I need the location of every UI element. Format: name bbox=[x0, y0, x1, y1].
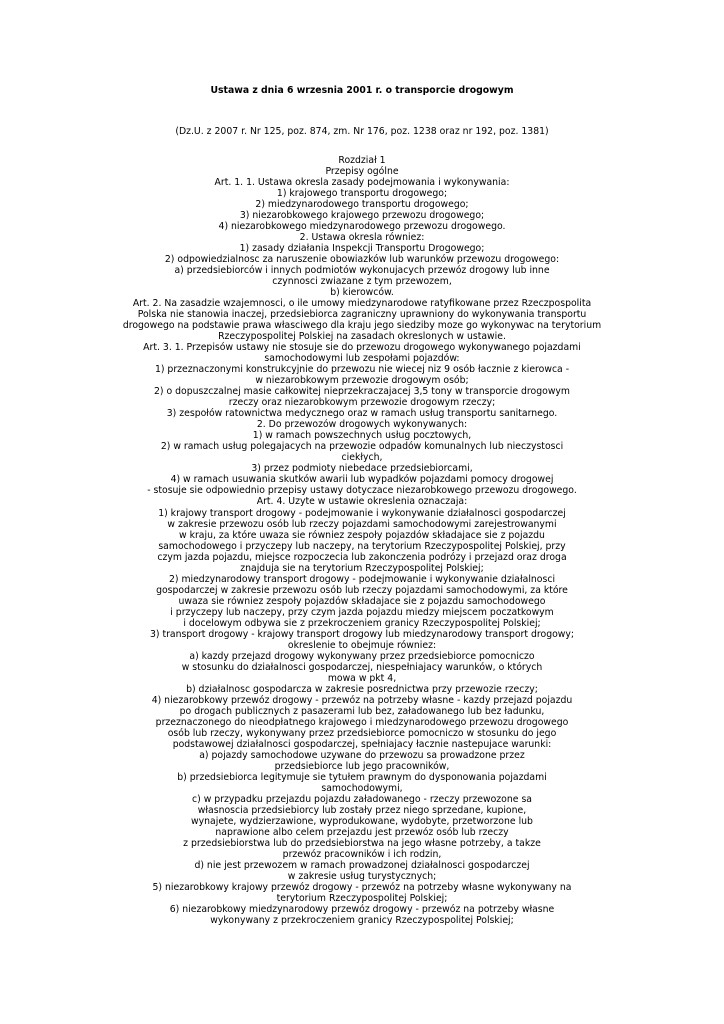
document-line: drogowego na podstawie prawa własciwego dla kraju jego siedziby moze go wykonywac na terytorium bbox=[122, 320, 602, 332]
document-line: 3) zespołów ratownictwa medycznego oraz w ramach usług transportu sanitarnego. bbox=[166, 408, 558, 420]
document-body bbox=[0, 155, 724, 926]
document-line: 3) niezarobkowego krajowego przewozu drogowego; bbox=[239, 210, 485, 222]
document-line: przewóz pracowników i ich rodzin, bbox=[282, 848, 442, 860]
document-line: 1) krajowego transportu drogowego; bbox=[276, 188, 448, 200]
document-line: 2. Do przewozów drogowych wykonywanych: bbox=[256, 419, 468, 431]
document-line: rzeczy oraz niezarobkowym przewozie drogowym rzeczy; bbox=[228, 397, 496, 409]
document-line: a) kazdy przejazd drogowy wykonywany przez przedsiebiorce pomocniczo bbox=[189, 650, 535, 662]
document-line: samochodowymi, bbox=[321, 782, 403, 794]
document-line: z przedsiebiorstwa lub do przedsiebiorstwa na jego własne potrzeby, a takze bbox=[183, 837, 541, 849]
document-line: znajduja sie na terytorium Rzeczypospolitej Polskiej; bbox=[240, 562, 484, 574]
document-line: - stosuje sie odpowiednio przepisy ustawy dotyczace niezarobkowego przewozu drogowego. bbox=[147, 485, 577, 497]
document-line: Art. 3. 1. Przepisów ustawy nie stosuje sie do przewozu drogowego wykonywanego pojazdami bbox=[143, 342, 581, 354]
document-line: czym jazda pojazdu, miejsce rozpoczecia lub zakonczenia podrózy i przejazd oraz droga bbox=[157, 551, 567, 563]
document-line: b) przedsiebiorca legitymuje sie tytułem prawnym do dysponowania pojazdami bbox=[177, 771, 547, 783]
document-line: po drogach publicznych z pasazerami lub bez, załadowanego lub bez ładunku, bbox=[179, 705, 545, 717]
document-line: w niezarobkowym przewozie drogowym osób; bbox=[255, 375, 469, 387]
document-line: a) przedsiebiorców i innych podmiotów wykonujacych przewóz drogowy lub inne bbox=[174, 265, 550, 277]
document-line: mowa w pkt 4, bbox=[327, 672, 397, 684]
document-line: 2) w ramach usług polegajacych na przewozie odpadów komunalnych lub nieczystosci bbox=[160, 441, 564, 453]
document-line: 2. Ustawa okresla równiez: bbox=[299, 232, 425, 244]
document-line: uwaza sie równiez zespoły pojazdów składajace sie z pojazdu samochodowego bbox=[178, 595, 546, 607]
document-line: 2) miedzynarodowego transportu drogowego; bbox=[255, 199, 469, 211]
document-line: w kraju, za które uwaza sie równiez zespoły pojazdów składajace sie z pojazdu bbox=[179, 529, 545, 541]
document-line: Art. 2. Na zasadzie wzajemnosci, o ile umowy miedzynarodowe ratyfikowane przez Rzeczpospolita bbox=[132, 298, 592, 310]
document-line: Przepisy ogólne bbox=[325, 166, 399, 178]
document-line: ciekłych, bbox=[341, 452, 383, 464]
document-line: osób lub rzeczy, wykonywany przez przedsiebiorce pomocniczo w stosunku do jego bbox=[167, 727, 557, 739]
document-line: w zakresie usług turystycznych; bbox=[287, 871, 437, 883]
document-line: 3) transport drogowy - krajowy transport drogowy lub miedzynarodowy transport drogowy; bbox=[149, 628, 575, 640]
document-title: Ustawa z dnia 6 wrzesnia 2001 r. o transporcie drogowym bbox=[210, 85, 514, 96]
document-line: 4) niezarobkowy przewóz drogowy - przewóz na potrzeby własne - kazdy przejazd pojazdu bbox=[151, 694, 573, 706]
document-line: okreslenie to obejmuje równiez: bbox=[287, 639, 437, 651]
document-line: i docelowym odbywa sie z przekroczeniem granicy Rzeczypospolitej Polskiej; bbox=[183, 617, 541, 629]
document-line: b) kierowców. bbox=[330, 287, 394, 299]
document-line: podstawowej działalnosci gospodarczej, spełniajacy łacznie nastepujace warunki: bbox=[172, 738, 552, 750]
document-line: w zakresie przewozu osób lub rzeczy pojazdami samochodowymi zarejestrowanymi bbox=[167, 518, 557, 530]
document-line: w stosunku do działalnosci gospodarczej, niespełniajacy warunków, o których bbox=[181, 661, 543, 673]
document-line: 1) w ramach powszechnych usług pocztowych, bbox=[252, 430, 472, 442]
document-line: 5) niezarobkowy krajowy przewóz drogowy - przewóz na potrzeby własne wykonywany na bbox=[152, 882, 572, 894]
document-line: c) w przypadku przejazdu pojazdu załadowanego - rzeczy przewozone sa bbox=[192, 793, 532, 805]
document-line: i przyczepy lub naczepy, przy czym jazda pojazdu miedzy miejscem poczatkowym bbox=[170, 606, 554, 618]
document-line: przeznaczonego do nieodpłatnego krajowego i miedzynarodowego przewozu drogowego bbox=[155, 716, 569, 728]
document-line: 2) miedzynarodowy transport drogowy - podejmowanie i wykonywanie działalnosci bbox=[168, 573, 556, 585]
document-line: gospodarczej w zakresie przewozu osób lub rzeczy pojazdami samochodowymi, za które bbox=[156, 584, 568, 596]
document-line: 2) odpowiedzialnosc za naruszenie obowiazków lub warunków przewozu drogowego: bbox=[164, 254, 560, 266]
document-line: własnoscia przedsiebiorcy lub zostały przez niego sprzedane, kupione, bbox=[197, 804, 527, 816]
document-line: 6) niezarobkowy miedzynarodowy przewóz drogowy - przewóz na potrzeby własne bbox=[169, 904, 555, 916]
document-line: terytorium Rzeczypospolitej Polskiej; bbox=[276, 893, 448, 905]
document-line: 4) w ramach usuwania skutków awarii lub wypadków pojazdami pomocy drogowej bbox=[170, 474, 554, 486]
document-line: wynajete, wydzierzawione, wyprodukowane, wydobyte, przetworzone lub bbox=[191, 815, 533, 827]
document-line: 3) przez podmioty niebedace przedsiebiorcami, bbox=[251, 463, 473, 475]
document-line: przedsiebiorce lub jego pracowników, bbox=[274, 760, 450, 772]
document-line: naprawione albo celem przejazdu jest przewóz osób lub rzeczy bbox=[215, 826, 509, 838]
document-line: 1) zasady działania Inspekcji Transportu Drogowego; bbox=[239, 243, 485, 255]
document-line: Rzeczypospolitej Polskiej na zasadach okreslonych w ustawie. bbox=[218, 331, 506, 343]
document-line: Art. 1. 1. Ustawa okresla zasady podejmowania i wykonywania: bbox=[214, 177, 510, 189]
document-line: Art. 4. Uzyte w ustawie okreslenia oznaczaja: bbox=[256, 496, 468, 508]
document-line: czynnosci zwiazane z tym przewozem, bbox=[272, 276, 452, 288]
document-line: 1) przeznaczonymi konstrukcyjnie do przewozu nie wiecej niz 9 osób łacznie z kierowca - bbox=[154, 364, 570, 376]
document-line: samochodowego i przyczepy lub naczepy, na terytorium Rzeczypospolitej Polskiej, przy bbox=[158, 540, 566, 552]
document-line: d) nie jest przewozem w ramach prowadzonej działalnosci gospodarczej bbox=[194, 860, 530, 871]
document-line: 2) o dopuszczalnej masie całkowitej nieprzekraczajacej 3,5 tony w transporcie drogowym bbox=[154, 386, 570, 398]
document-line: a) pojazdy samochodowe uzywane do przewozu sa prowadzone przez bbox=[199, 749, 525, 761]
document-line: 4) niezarobkowego miedzynarodowego przewozu drogowego. bbox=[218, 221, 506, 233]
document-line: wykonywany z przekroczeniem granicy Rzeczypospolitej Polskiej; bbox=[210, 915, 514, 927]
document-line: Rozdział 1 bbox=[338, 155, 386, 166]
document-line: Polska nie stanowia inaczej, przedsiebiorca zagraniczny uprawniony do wykonywania transportu bbox=[137, 309, 587, 321]
document-line: samochodowymi lub zespołami pojazdów: bbox=[264, 353, 460, 365]
document-line: b) działalnosc gospodarcza w zakresie posrednictwa przy przewozie rzeczy; bbox=[186, 683, 538, 695]
document-source-reference: (Dz.U. z 2007 r. Nr 125, poz. 874, zm. Nr 176, poz. 1238 oraz nr 192, poz. 1381) bbox=[175, 126, 549, 137]
document-line: 1) krajowy transport drogowy - podejmowanie i wykonywanie działalnosci gospodarczej bbox=[158, 507, 566, 519]
